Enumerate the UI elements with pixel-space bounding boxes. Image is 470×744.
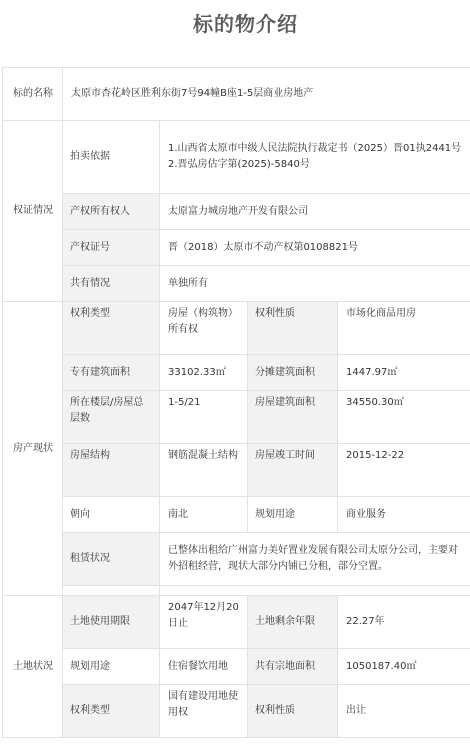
property-status-label: 房产现状	[3, 302, 63, 596]
building-area-label: 房屋建筑面积	[248, 391, 338, 444]
floor-value: 1-5/21	[160, 391, 248, 444]
land-remaining-label: 土地剩余年限	[248, 596, 338, 649]
exclusive-area-label: 专有建筑面积	[63, 355, 160, 391]
rights-type-value: 房屋（构筑物）所有权	[160, 302, 248, 355]
owner-value: 太原富力城房地产开发有限公司	[160, 194, 470, 230]
rights-nature-value: 市场化商品用房	[338, 302, 470, 355]
spacer-cell	[160, 586, 470, 596]
shared-area-label: 分摊建筑面积	[248, 355, 338, 391]
lease-label: 租赁状况	[63, 533, 160, 586]
land-term-label: 土地使用期限	[63, 596, 160, 649]
auction-basis-line-2: 2.晋弘房估字第(2025)-5840号	[168, 159, 310, 170]
owner-label: 产权所有权人	[63, 194, 160, 230]
page-title: 标的物介绍	[193, 12, 298, 36]
land-rights-nature-value: 出让	[338, 685, 470, 738]
land-remaining-value: 22.27年	[338, 596, 470, 649]
spacer-cell	[63, 586, 160, 596]
rights-type-row	[3, 302, 470, 355]
property-info-table	[2, 67, 470, 738]
title-status-label: 权证情况	[3, 121, 63, 302]
parcel-area-value: 1050187.40㎡	[338, 649, 470, 685]
completion-label: 房屋竣工时间	[248, 444, 338, 497]
floor-label: 所在楼层/房屋总层数	[63, 391, 160, 444]
parcel-area-label: 共有宗地面积	[248, 649, 338, 685]
land-rights-row	[3, 685, 470, 738]
orientation-value: 南北	[160, 497, 248, 533]
exclusive-area-value: 33102.33㎡	[160, 355, 248, 391]
area-row	[3, 355, 470, 391]
land-status-label: 土地状况	[3, 596, 63, 738]
auction-basis-value	[160, 121, 470, 194]
co-ownership-value: 单独所有	[160, 266, 470, 302]
owner-row	[3, 194, 470, 230]
land-rights-type-label: 权利类型	[63, 685, 160, 738]
land-term-row	[3, 596, 470, 649]
structure-value: 钢筋混凝土结构	[160, 444, 248, 497]
subject-row	[3, 68, 470, 121]
land-rights-nature-label: 权利性质	[248, 685, 338, 738]
orientation-label: 朝向	[63, 497, 160, 533]
building-area-value: 34550.30㎡	[338, 391, 470, 444]
orientation-row	[3, 497, 470, 533]
auction-basis-row	[3, 121, 470, 194]
co-ownership-label: 共有情况	[63, 266, 160, 302]
subject-label: 标的名称	[3, 68, 63, 121]
auction-basis-label: 拍卖依据	[63, 121, 160, 194]
certificate-row	[3, 230, 470, 266]
land-rights-type-value: 国有建设用地使用权	[160, 685, 248, 738]
completion-value: 2015-12-22	[338, 444, 470, 497]
planned-use-value: 商业服务	[338, 497, 470, 533]
shared-area-value: 1447.97㎡	[338, 355, 470, 391]
land-use-value: 住宿餐饮用地	[160, 649, 248, 685]
floor-row	[3, 391, 470, 444]
auction-basis-line-1: 1.山西省太原市中级人民法院执行裁定书（2025）晋01执2441号	[168, 143, 462, 154]
lease-value: 已整体出租给广州富力美好置业发展有限公司太原分公司，主要对外招租经营，现状大部分内铺已分租，部分空置。	[160, 533, 470, 586]
certificate-label: 产权证号	[63, 230, 160, 266]
rights-type-label: 权利类型	[63, 302, 160, 355]
certificate-value: 晋（2018）太原市不动产权第0108821号	[160, 230, 470, 266]
land-term-value: 2047年12月20日止	[160, 596, 248, 649]
land-use-row	[3, 649, 470, 685]
spacer-row	[3, 586, 470, 596]
rights-nature-label: 权利性质	[248, 302, 338, 355]
lease-row	[3, 533, 470, 586]
planned-use-label: 规划用途	[248, 497, 338, 533]
structure-label: 房屋结构	[63, 444, 160, 497]
structure-row	[3, 444, 470, 497]
co-ownership-row	[3, 266, 470, 302]
subject-value: 太原市杏花岭区胜利东街7号94幢B座1-5层商业房地产	[63, 68, 470, 121]
land-use-label: 规划用途	[63, 649, 160, 685]
